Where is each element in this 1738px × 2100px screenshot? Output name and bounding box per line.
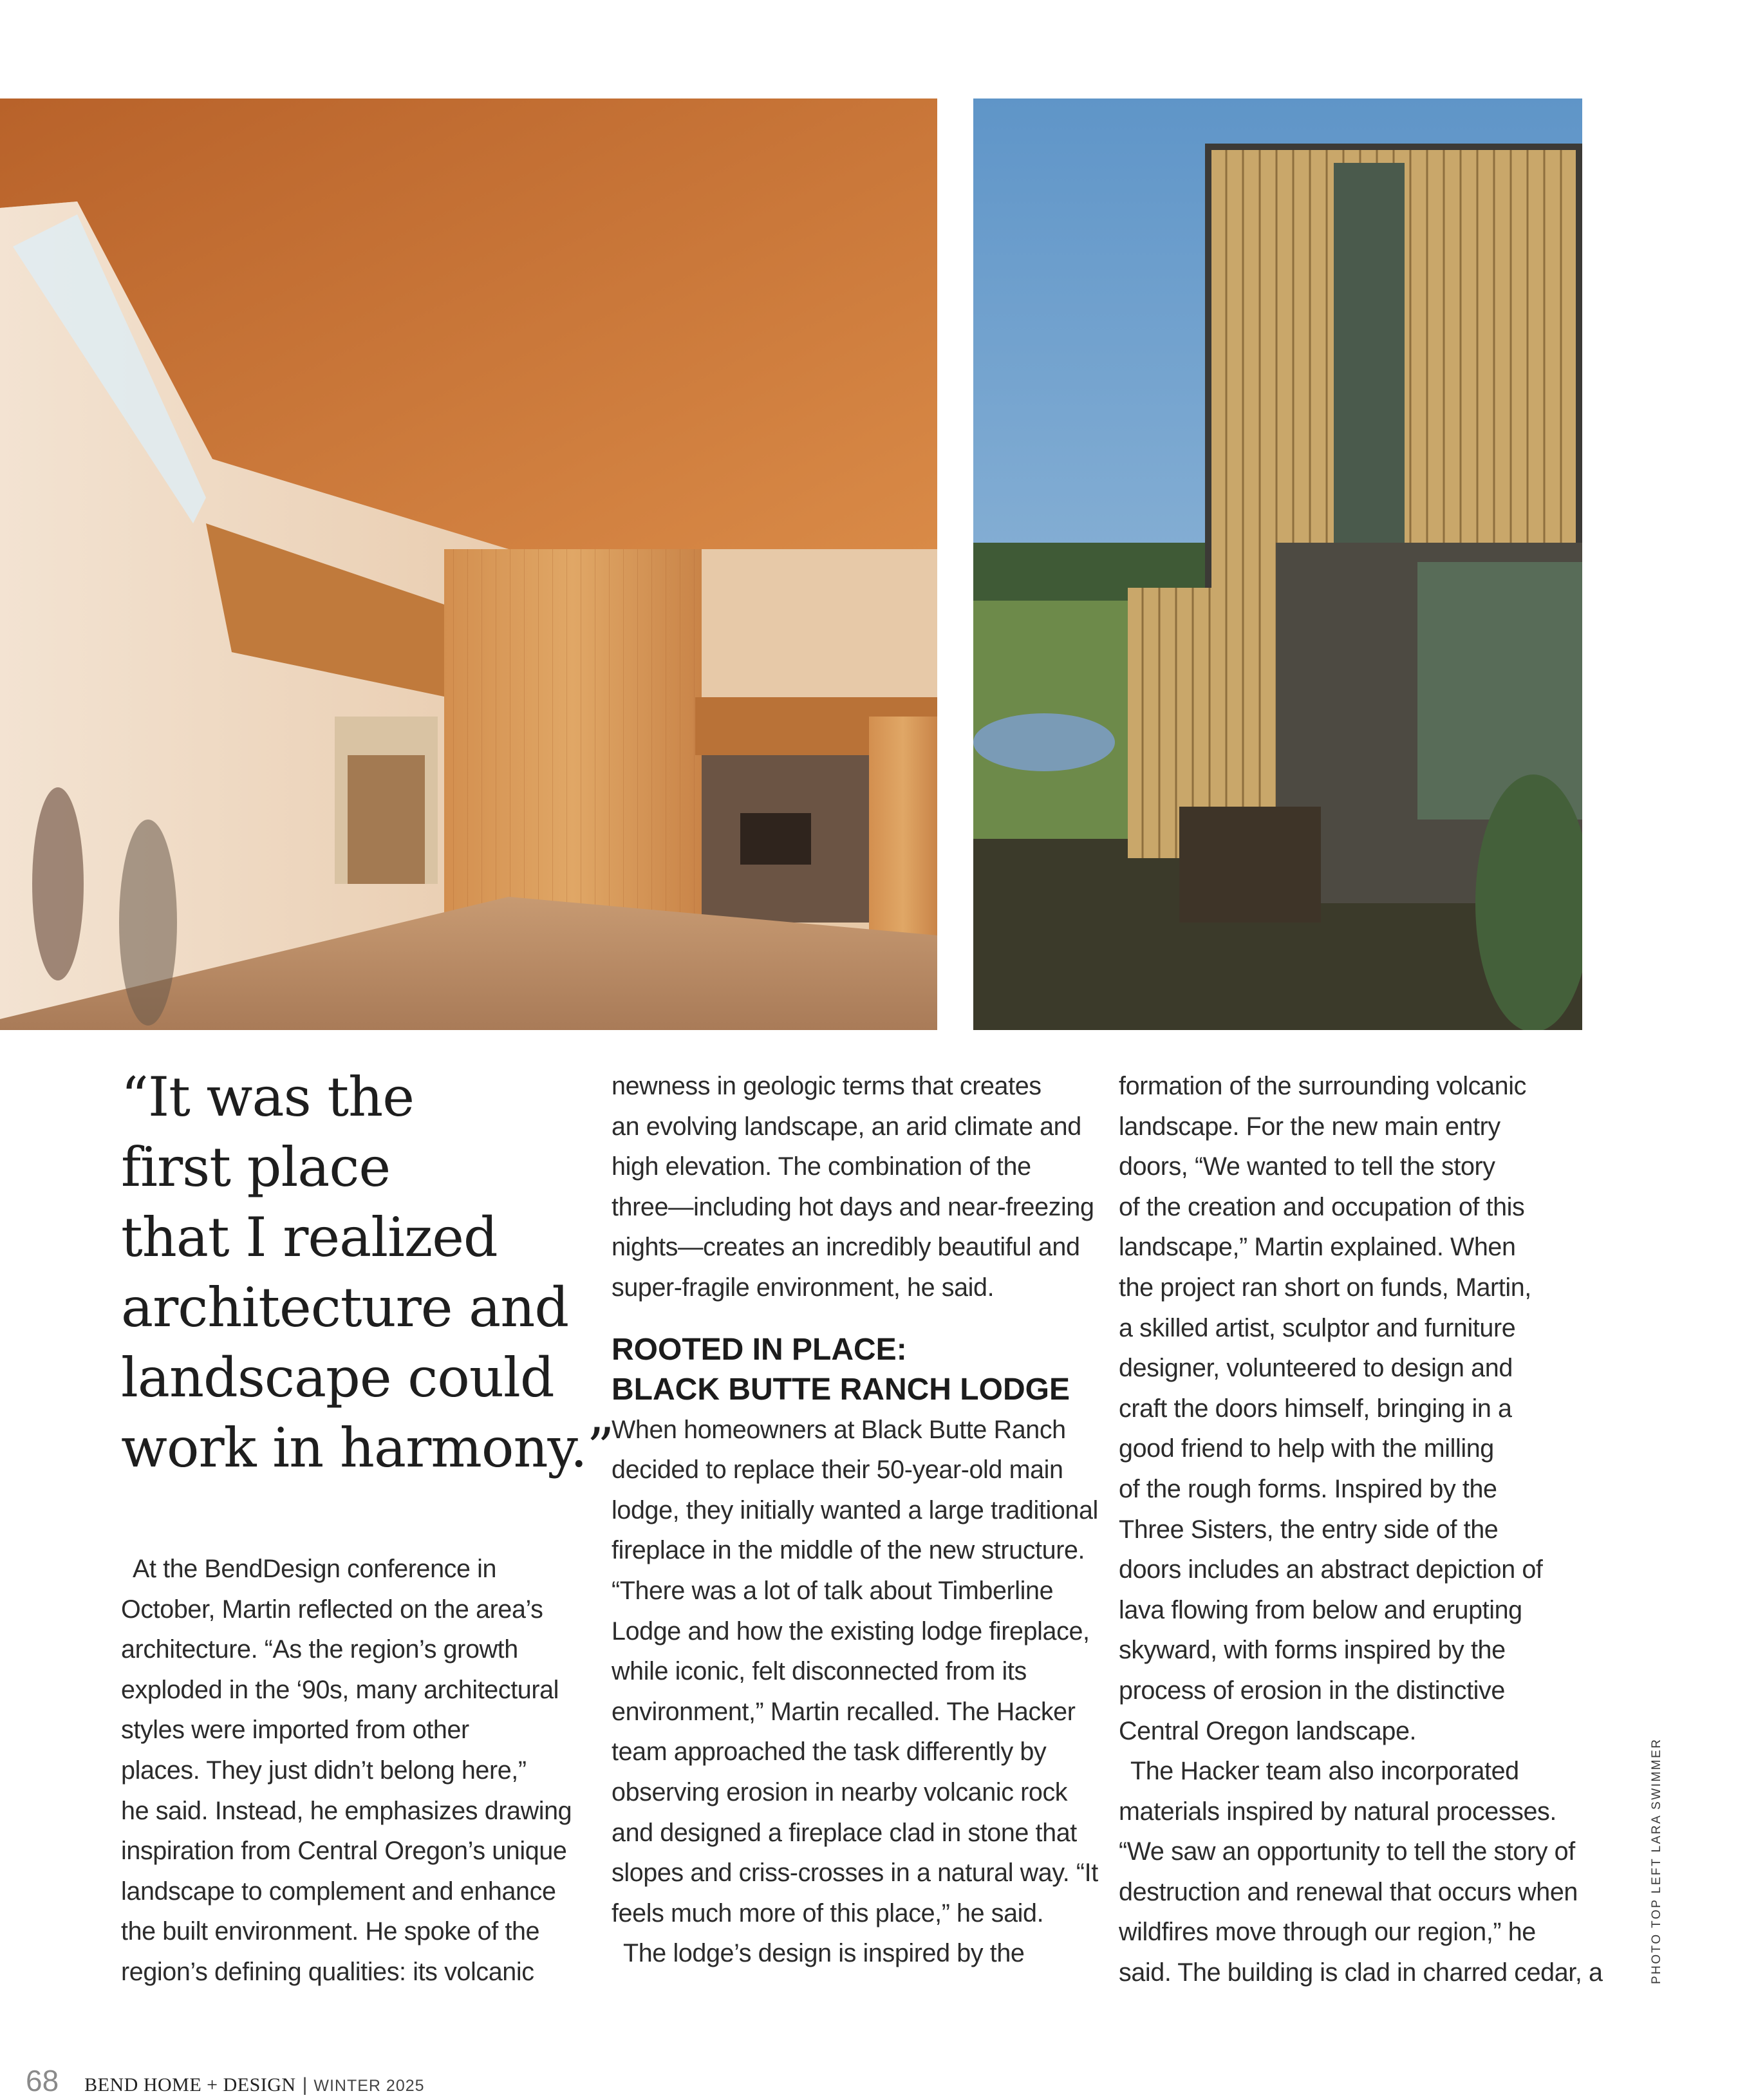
body-line: slopes and criss-crosses in a natural way. “It: [612, 1859, 1098, 1888]
body-line: while iconic, felt disconnected from its: [612, 1657, 1027, 1686]
body-column-3: [1119, 1066, 1603, 1993]
body-line: formation of the surrounding volcanic: [1119, 1072, 1526, 1100]
page-number: 68: [26, 2064, 59, 2097]
page-footer: [26, 2063, 425, 2097]
body-line: The Hacker team also incorporated: [1130, 1757, 1519, 1786]
body-column-2: [612, 1066, 1101, 1974]
body-line: decided to replace their 50-year-old main: [612, 1456, 1063, 1485]
body-line: team approached the task differently by: [612, 1738, 1047, 1767]
pull-quote-line: architecture and: [121, 1276, 569, 1339]
body-line: three—including hot days and near-freezing: [612, 1192, 1094, 1221]
body-line: the project ran short on funds, Martin,: [1119, 1273, 1531, 1302]
body-line: landscape to complement and enhance: [121, 1877, 556, 1906]
body-line: newness in geologic terms that creates: [612, 1072, 1042, 1100]
pull-quote-line: first place: [121, 1136, 391, 1199]
body-line: craft the doors himself, bringing in a: [1119, 1394, 1512, 1423]
body-line: “We saw an opportunity to tell the story of: [1119, 1837, 1575, 1866]
photo-credit: PHOTO TOP LEFT LARA SWIMMER: [1650, 1738, 1663, 1984]
body-line: a skilled artist, sculptor and furniture: [1119, 1313, 1516, 1342]
body-line: and designed a fireplace clad in stone that: [612, 1818, 1077, 1847]
body-line: of the creation and occupation of this: [1119, 1192, 1525, 1221]
body-line: observing erosion in nearby volcanic rock: [612, 1777, 1068, 1806]
body-line: lava flowing from below and erupting: [1119, 1595, 1522, 1624]
body-line: “There was a lot of talk about Timberline: [612, 1576, 1054, 1605]
magazine-name: BEND HOME + DESIGN: [84, 2074, 296, 2095]
body-line: he said. Instead, he emphasizes drawing: [121, 1796, 572, 1825]
body-line: At the BendDesign conference in: [133, 1555, 497, 1583]
body-line: doors, “We wanted to tell the story: [1119, 1152, 1495, 1181]
body-line: the built environment. He spoke of the: [121, 1917, 540, 1946]
body-line: doors includes an abstract depiction of: [1119, 1555, 1543, 1584]
body-line: fireplace in the middle of the new structure.: [612, 1536, 1085, 1565]
footer-separator: |: [302, 2074, 308, 2095]
pull-quote-line: “It was the: [121, 1065, 414, 1129]
body-line: materials inspired by natural processes.: [1119, 1797, 1556, 1826]
subhead-line: ROOTED IN PLACE:: [612, 1332, 907, 1367]
lodge-interior-photo: [0, 98, 937, 1030]
body-line: styles were imported from other: [121, 1716, 469, 1745]
body-line: an evolving landscape, an arid climate and: [612, 1112, 1081, 1141]
body-line: October, Martin reflected on the area’s: [121, 1595, 543, 1624]
body-line: nights—creates an incredibly beautiful and: [612, 1233, 1080, 1262]
body-line: landscape. For the new main entry: [1119, 1112, 1500, 1141]
building-exterior-photo: [973, 98, 1582, 1030]
body-line: feels much more of this place,” he said.: [612, 1898, 1044, 1927]
pull-quote-line: landscape could: [121, 1346, 554, 1409]
body-line: architecture. “As the region’s growth: [121, 1635, 518, 1664]
section-subhead: [612, 1330, 1101, 1410]
pull-quote-line: work in harmony.”: [121, 1416, 614, 1479]
body-line: skyward, with forms inspired by the: [1119, 1636, 1506, 1665]
body-line: Lodge and how the existing lodge fireplace,: [612, 1617, 1090, 1645]
pull-quote: [121, 1062, 614, 1483]
body-line: said. The building is clad in charred cedar, a: [1119, 1958, 1603, 1987]
body-column-1: [121, 1549, 572, 1992]
body-line: designer, volunteered to design and: [1119, 1354, 1513, 1383]
body-line: Central Oregon landscape.: [1119, 1716, 1417, 1745]
body-line: super-fragile environment, he said.: [612, 1273, 995, 1302]
body-line: environment,” Martin recalled. The Hacker: [612, 1697, 1076, 1726]
body-line: region’s defining qualities: its volcanic: [121, 1957, 534, 1986]
body-line: destruction and renewal that occurs when: [1119, 1877, 1578, 1906]
body-line: wildfires move through our region,” he: [1119, 1918, 1536, 1947]
body-line: lodge, they initially wanted a large traditional: [612, 1495, 1098, 1524]
pull-quote-line: that I realized: [121, 1206, 498, 1269]
body-line: exploded in the ‘90s, many architectural: [121, 1675, 559, 1704]
issue-date: WINTER 2025: [313, 2077, 425, 2095]
subhead-line: BLACK BUTTE RANCH LODGE: [612, 1372, 1070, 1407]
body-line: inspiration from Central Oregon’s unique: [121, 1837, 567, 1866]
body-line: places. They just didn’t belong here,”: [121, 1756, 527, 1785]
body-line: The lodge’s design is inspired by the: [623, 1939, 1025, 1968]
body-line: When homeowners at Black Butte Ranch: [612, 1415, 1066, 1444]
body-line: of the rough forms. Inspired by the: [1119, 1474, 1497, 1503]
body-line: process of erosion in the distinctive: [1119, 1676, 1505, 1705]
body-line: landscape,” Martin explained. When: [1119, 1233, 1516, 1262]
body-line: Three Sisters, the entry side of the: [1119, 1515, 1499, 1544]
body-line: good friend to help with the milling: [1119, 1434, 1494, 1463]
body-line: high elevation. The combination of the: [612, 1152, 1031, 1181]
